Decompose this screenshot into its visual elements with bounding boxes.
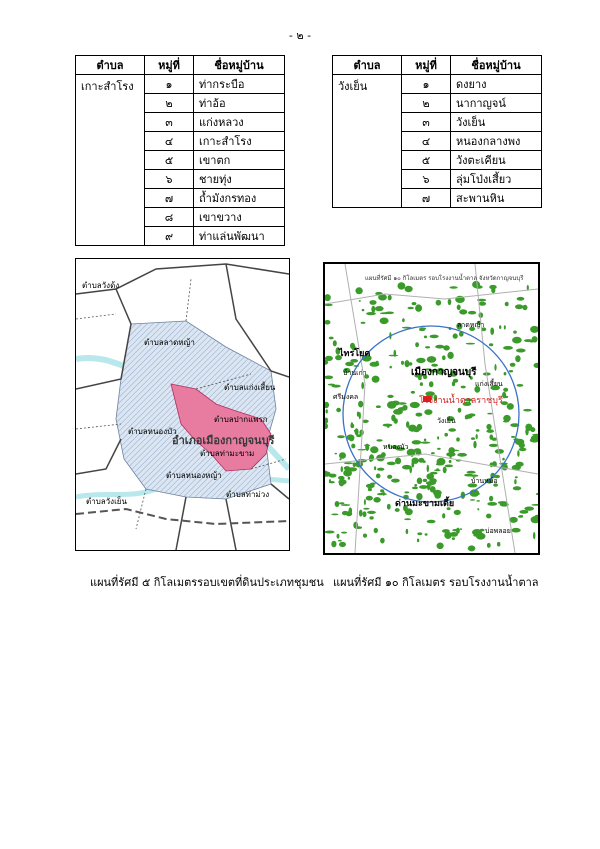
subdistrict-cell: เกาะสำโรง [76,75,145,246]
forest-patch [513,486,521,490]
village-cell: ท่าแล่นพัฒนา [194,227,285,246]
forest-patch [339,502,344,504]
forest-patch [511,528,520,533]
village-cell: ชายทุ่ง [194,170,285,189]
forest-patch [468,413,475,416]
forest-patch [385,312,394,315]
forest-patch [452,381,455,386]
village-cell: นากาญจน์ [451,94,542,113]
label-nong-ya: ตำบลหนองหญ้า [166,471,222,480]
forest-patch [530,427,535,432]
forest-patch [395,458,401,465]
forest-patch [376,474,381,479]
forest-patch [398,282,406,289]
forest-patch [359,510,363,517]
forest-patch [507,403,514,410]
forest-patch [363,511,367,517]
forest-patch [472,529,482,536]
forest-patch [404,491,409,493]
forest-patch [427,485,432,487]
forest-patch [355,428,359,435]
forest-patch [487,543,491,548]
label-mueang-kanchanaburi: อำเภอเมืองกาญจนบุรี [172,434,275,447]
col-moo: หมู่ที่ [402,56,451,75]
label-pak-phraek: ตำบลปากแพรก [214,415,268,424]
forest-patch [458,408,462,413]
forest-patch [513,331,517,334]
label-wang-yen: ตำบลวังเย็น [86,497,127,506]
forest-patch [515,476,518,478]
forest-patch [468,311,476,315]
forest-patch [449,460,452,463]
forest-patch [344,466,350,470]
moo-cell: ๗ [145,189,194,208]
forest-patch [420,382,423,386]
forest-patch [515,355,520,362]
forest-patch [370,483,376,485]
forest-patch [454,510,461,515]
map2-title: แผนที่รัศมี ๑๐ กิโลเมตร รอบโรงงานน้ำตาล จังหวัดกาญจนบุรี [365,275,524,282]
label-kaeng-sian: ตำบลแก่งเสี้ยน [224,383,276,392]
forest-patch [442,513,445,518]
forest-patch [387,475,392,479]
forest-patch [519,448,527,451]
forest-patch [362,309,365,311]
forest-patch [415,342,419,347]
label-mueang-kanchanaburi: เมืองกาญจนบุรี [411,367,477,378]
col-subdistrict: ตำบล [76,56,145,75]
forest-patch [510,363,516,367]
forest-patch [361,382,364,389]
forest-patch [412,487,418,490]
forest-patch [443,467,447,474]
forest-patch [335,453,338,455]
table-header-row [333,56,542,75]
forest-patch [416,413,423,417]
moo-cell: ๕ [402,151,451,170]
table-row [76,75,285,94]
forest-patch [503,415,511,422]
forest-patch [489,496,493,502]
forest-patch [448,428,456,432]
forest-patch [339,458,341,460]
moo-cell: ๗ [402,189,451,208]
forest-patch [497,542,500,547]
forest-patch [357,449,366,451]
forest-patch [412,302,417,305]
forest-patch [367,511,376,514]
label-wang-dong: ตำบลวังด้ง [82,281,120,290]
forest-patch [348,477,350,480]
forest-patch [476,500,480,502]
label-kaeng-sian: แก่งเสี้ยน [475,380,503,388]
forest-patch [366,312,376,315]
label-nong-bua: ตำบลหนองบัว [128,427,177,436]
forest-patch [339,542,346,547]
forest-patch [353,522,358,529]
forest-patch [393,409,403,415]
label-sugar-factory: โรงงานน้ำตาลราชบุรี [419,396,503,406]
forest-patch [517,384,524,387]
forest-patch [389,355,399,357]
forest-patch [425,533,428,535]
moo-cell: ๓ [145,113,194,132]
forest-patch [504,325,506,329]
moo-cell: ๒ [402,94,451,113]
forest-patch [452,537,455,540]
forest-patch [519,510,528,514]
forest-patch [349,435,355,441]
forest-patch [502,458,505,461]
label-bo-phloi: บ่อพลอย [485,527,511,535]
moo-cell: ๒ [145,94,194,113]
forest-patch [505,302,509,307]
table-row [333,75,542,94]
forest-patch [369,455,373,462]
forest-patch [329,479,331,482]
forest-patch [489,285,496,289]
forest-patch [474,493,481,495]
forest-patch [457,305,461,311]
moo-cell: ๖ [145,170,194,189]
forest-patch [412,458,419,464]
label-dan-makham-tia: ด่านมะขามเตี้ย [395,499,455,509]
village-cell: วังเย็น [451,113,542,132]
forest-patch [358,401,363,408]
map-10km-factory [323,262,540,555]
forest-patch [431,452,435,454]
forest-patch [504,372,507,375]
forest-patch [339,480,344,487]
forest-patch [490,328,494,335]
forest-patch [424,439,426,442]
forest-patch [414,484,417,487]
forest-patch [341,532,347,534]
forest-patch [435,345,444,349]
forest-patch [409,466,412,473]
forest-patch [471,437,475,440]
forest-patch [437,436,439,439]
moo-cell: ๑ [402,75,451,94]
label-wang-yen: วังเย็น [437,417,456,425]
forest-patch [364,444,370,446]
forest-patch [524,507,534,511]
forest-patch [476,429,480,432]
forest-patch [388,295,392,301]
forest-patch [392,401,400,406]
forest-patch [361,322,366,324]
forest-patch [402,318,405,322]
forest-patch [465,416,469,419]
forest-patch [486,514,491,519]
forest-patch [364,499,366,505]
label-nong-bua: หนองบัว [383,443,409,451]
forest-patch [335,501,340,507]
moo-cell: ๔ [402,132,451,151]
forest-patch [473,441,476,448]
forest-patch [417,532,422,535]
forest-patch [424,409,432,415]
forest-patch [446,452,455,457]
forest-patch [487,502,497,506]
village-cell: เขาขวาง [194,208,285,227]
label-si-mongkhon: ศรีมงคล [333,393,359,401]
forest-patch [427,356,437,363]
forest-patch [533,532,535,539]
forest-patch [326,409,328,413]
forest-patch [380,538,385,544]
forest-patch [499,325,501,329]
forest-patch [479,302,486,306]
forest-patch [468,548,473,550]
forest-patch [338,540,342,542]
forest-patch [380,318,389,325]
forest-patch [406,529,409,534]
forest-patch [456,437,460,441]
forest-patch [523,305,528,310]
forest-patch [477,508,479,510]
forest-patch [420,442,430,444]
forest-patch [411,391,415,394]
forest-patch [489,343,493,346]
label-lat-ya: ตำบลลาดหญ้า [144,338,195,347]
village-cell: หนองกลางพง [451,132,542,151]
forest-patch [530,340,534,342]
village-cell: แก่งหลวง [194,113,285,132]
label-ban-kao: บ้านเก่า [343,369,367,377]
forest-patch [325,531,335,534]
forest-patch [466,343,475,345]
forest-patch [512,337,522,344]
moo-cell: ๕ [145,151,194,170]
forest-patch [459,309,467,314]
forest-patch [443,345,450,350]
forest-patch [331,541,336,548]
forest-patch [336,408,341,412]
forest-patch [444,532,451,539]
forest-patch [376,405,381,408]
forest-patch [387,425,390,428]
forest-patch [442,355,446,360]
forest-patch [387,462,396,466]
forest-patch [503,346,513,350]
forest-patch [370,362,380,367]
village-cell: วังตะเคียน [451,151,542,170]
village-cell: เกาะสำโรง [194,132,285,151]
forest-patch [515,304,523,309]
forest-patch [415,304,422,311]
forest-patch [344,462,353,464]
forest-patch [425,346,430,348]
forest-patch [408,307,414,309]
moo-cell: ๓ [402,113,451,132]
forest-patch [351,444,355,449]
forest-patch [504,396,509,398]
label-sai-yok: ไทรโยค [339,349,371,359]
forest-patch [369,300,376,305]
forest-patch [401,361,404,365]
forest-patch [363,534,367,538]
forest-patch [517,297,525,301]
forest-patch [516,349,526,353]
forest-patch [467,471,476,474]
forest-patch [429,381,434,387]
forest-patch [377,468,384,471]
forest-patch [350,424,354,428]
forest-patch [414,448,421,452]
forest-patch [503,388,508,392]
village-table-koh-samrong [75,55,285,246]
forest-patch [376,439,382,441]
forest-patch [332,385,341,388]
forest-patch [448,299,452,305]
forest-patch [371,306,375,313]
forest-patch [427,520,436,524]
forest-patch [494,364,496,371]
col-village-name: ชื่อหมู่บ้าน [194,56,285,75]
forest-patch [341,466,343,472]
forest-patch [394,418,398,424]
forest-patch [387,395,393,398]
forest-patch [489,444,499,447]
forest-patch [476,434,478,439]
forest-patch [380,489,384,492]
forest-patch [357,411,360,416]
forest-patch [447,352,453,359]
moo-cell: ๔ [145,132,194,151]
village-cell: เขาตก [194,151,285,170]
forest-patch [436,300,442,306]
forest-patch [461,386,466,389]
forest-patch [418,458,424,463]
forest-patch [359,300,361,302]
forest-patch [329,337,334,340]
forest-patch [339,452,346,459]
forest-patch [444,433,448,437]
forest-patch [412,440,422,444]
forest-patch [353,462,356,467]
forest-patch [390,366,392,369]
forest-patch [366,496,373,501]
forest-patch [370,446,378,453]
moo-cell: ๘ [145,208,194,227]
forest-patch [486,429,494,433]
col-village-name: ชื่อหมู่บ้าน [451,56,542,75]
village-cell: ท่าอ้อ [194,94,285,113]
col-moo: หมู่ที่ [145,56,194,75]
forest-patch [374,466,376,470]
forest-patch [404,518,411,520]
forest-patch [406,421,409,428]
forest-patch [429,478,436,483]
forest-patch [517,450,519,457]
forest-patch [417,424,423,431]
label-ban-mo: บ้านหม้อ [471,477,498,485]
forest-patch [375,306,384,311]
forest-patch [363,508,369,510]
village-table-wang-yen [332,55,542,208]
forest-patch [331,514,338,516]
forest-patch [487,413,492,415]
subdistrict-cell: วังเย็น [333,75,402,208]
forest-patch [523,409,532,412]
forest-patch [377,493,387,495]
moo-cell: ๙ [145,227,194,246]
page-number: - ๒ - [288,29,312,42]
village-cell: ถ้ำมังกรทอง [194,189,285,208]
forest-patch [509,370,513,372]
caption-map-5km: แผนที่รัศมี ๕ กิโลเมตรรอบเขตที่ดินประเภทชุมชน [90,576,324,589]
forest-patch [405,286,413,292]
village-cell: สะพานหิน [451,189,542,208]
forest-patch [341,504,351,506]
forest-patch [374,528,378,533]
forest-patch [470,499,475,501]
forest-patch [518,515,523,517]
forest-patch [514,479,516,484]
forest-patch [450,450,459,452]
forest-patch [369,516,373,519]
forest-patch [452,529,458,531]
forest-patch [417,539,419,543]
forest-patch [337,435,345,438]
forest-patch [387,504,391,510]
forest-patch [460,528,462,530]
forest-patch [342,511,349,515]
forest-patch [437,543,444,550]
forest-patch [416,358,425,363]
village-cell: ดงยาง [451,75,542,94]
forest-patch [355,287,362,294]
forest-patch [419,329,425,332]
forest-patch [424,336,427,339]
village-cell: ลุ่มโป่งเสี้ยว [451,170,542,189]
village-cell: ท่ากระบือ [194,75,285,94]
moo-cell: ๑ [145,75,194,94]
moo-cell: ๖ [402,170,451,189]
forest-patch [486,424,491,430]
forest-patch [417,478,423,485]
forest-patch [391,479,400,483]
forest-patch [368,488,372,491]
forest-patch [437,448,441,450]
col-subdistrict: ตำบล [333,56,402,75]
forest-patch [372,376,380,383]
forest-patch [402,405,407,409]
forest-patch [453,333,458,338]
forest-patch [373,497,380,503]
label-tha-makham: ตำบลท่ามะขาม [200,449,255,458]
forest-patch [434,469,441,471]
forest-patch [337,534,340,539]
map-5km-community [75,258,290,551]
forest-patch [437,458,446,465]
label-lat-ya: ลาดหญ้า [457,321,485,329]
forest-patch [445,465,453,468]
forest-patch [511,436,515,438]
forest-patch [457,453,467,457]
forest-patch [423,479,427,482]
forest-patch [333,340,337,346]
forest-patch [430,335,439,339]
forest-patch [427,465,429,472]
forest-patch [450,286,458,289]
caption-map-10km: แผนที่รัศมี ๑๐ กิโลเมตร รอบโรงงานน้ำตาล [333,576,539,589]
label-tha-muang: ตำบลท่าม่วง [226,490,270,499]
table-header-row [76,56,285,75]
